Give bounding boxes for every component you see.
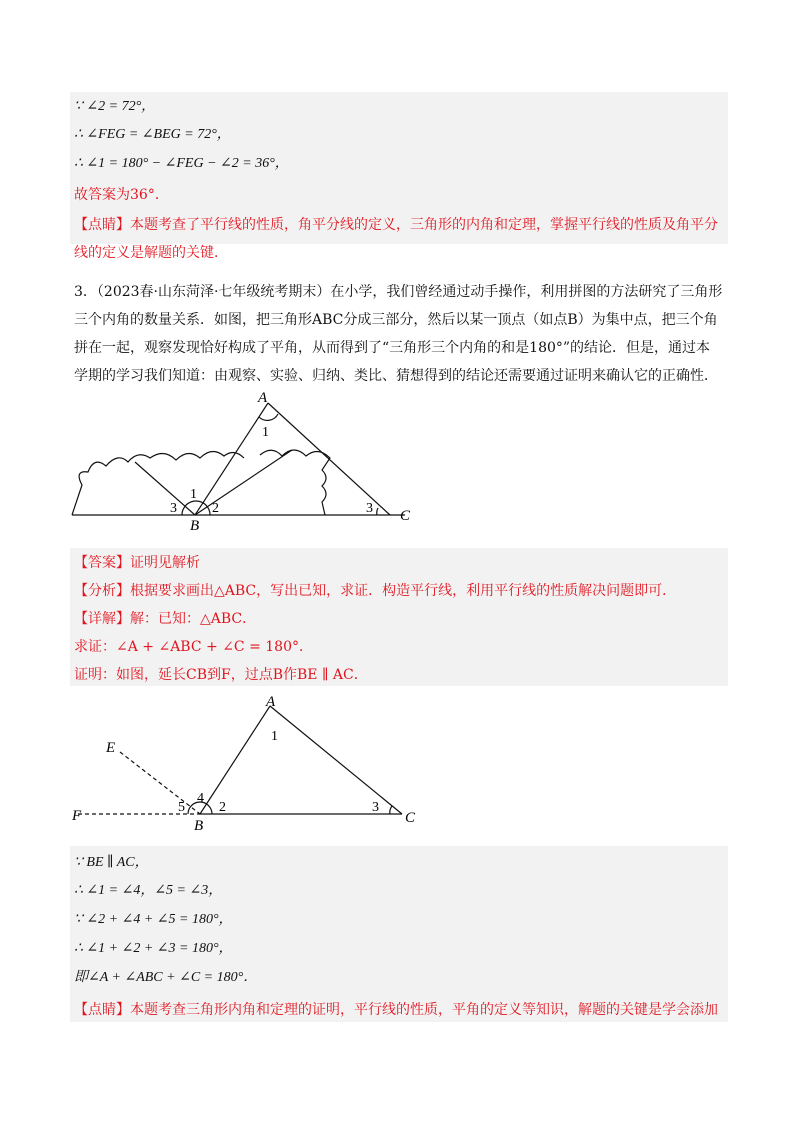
fig2-angle-2: 2 xyxy=(219,800,226,815)
fig2-label-c: C xyxy=(405,810,416,826)
fig2-angle-1: 1 xyxy=(271,729,278,744)
proof-comment: 【点睛】本题考查三角形内角和定理的证明，平行线的性质，平角的定义等知识，解题的关键是学会添加 xyxy=(74,1002,718,1018)
fig1-angle-2: 2 xyxy=(212,501,219,516)
fig1-angle-3-left: 3 xyxy=(170,501,177,516)
torn-edge-right xyxy=(260,450,330,515)
fig1-angle-1-b: 1 xyxy=(190,487,197,502)
fig1-label-b: B xyxy=(190,518,200,534)
fig2-angle-4: 4 xyxy=(197,791,204,806)
problem-line-2: 三个内角的数量关系．如图，把三角形ABC分成三部分，然后以某一顶点（如点B）为集中点，把三个角 xyxy=(74,312,718,328)
solution-prove: 求证：∠A + ∠ABC + ∠C = 180°． xyxy=(74,639,313,655)
cut-left xyxy=(135,462,195,515)
solution-detail: 【详解】解：已知：△ABC． xyxy=(74,611,257,627)
fig2-label-b: B xyxy=(194,818,204,832)
angle-arc-c xyxy=(377,508,378,515)
side-ac xyxy=(270,706,402,814)
cut-right xyxy=(195,450,292,515)
fig2-label-f: F xyxy=(72,808,82,824)
comment-line-1: 【点睛】本题考查了平行线的性质，角平分线的定义，三角形的内角和定理，掌握平行线的性质及角平分 xyxy=(74,217,718,233)
problem-line-4: 学期的学习我们知道：由观察、实验、归纳、类比、猜想得到的结论还需要通过证明来确认它的正确性． xyxy=(74,368,718,384)
proof-step-4: ∴ ∠1 + ∠2 + ∠3 = 180°， xyxy=(74,941,233,956)
fig2-label-a: A xyxy=(266,696,276,710)
fig2-angle-5: 5 xyxy=(178,800,185,815)
side-ab xyxy=(200,706,270,814)
fig1-angle-3-right: 3 xyxy=(366,501,373,516)
solution-proof-intro: 证明：如图，延长CB到F，过点B作BE ∥ AC． xyxy=(74,667,368,683)
proof-step-1: ∵ BE ∥ AC， xyxy=(74,855,149,870)
step-because-angle2: ∵ ∠2 = 72°， xyxy=(74,99,156,114)
proof-steps-panel xyxy=(70,846,728,1022)
step-therefore-feg: ∴ ∠FEG = ∠BEG = 72°， xyxy=(74,127,231,142)
fig2-angle-3: 3 xyxy=(372,800,379,815)
proof-step-2: ∴ ∠1 = ∠4，∠5 = ∠3， xyxy=(74,883,223,898)
step-therefore-angle1: ∴ ∠1 = 180° − ∠FEG − ∠2 = 36°， xyxy=(74,156,289,171)
problem-line-3: 拼在一起，观察发现恰好构成了平角，从而得到了“三角形三个内角的和是180°”的结论．但是，通过本 xyxy=(74,340,711,356)
answer-line: 故答案为36°． xyxy=(74,187,169,203)
proof-step-5: 即∠A + ∠ABC + ∠C = 180°． xyxy=(74,970,258,985)
figure-torn-triangle xyxy=(60,390,430,535)
fig1-label-c: C xyxy=(400,508,411,524)
fig1-angle-1: 1 xyxy=(262,425,269,440)
proof-step-3: ∵ ∠2 + ∠4 + ∠5 = 180°， xyxy=(74,912,233,927)
solution-answer: 【答案】证明见解析 xyxy=(74,555,200,571)
angle-arc-a xyxy=(259,414,278,420)
solution-analysis: 【分析】根据要求画出△ABC，写出已知，求证．构造平行线，利用平行线的性质解决问题即可． xyxy=(74,583,677,599)
side-ab xyxy=(195,403,268,515)
problem-line-1: 3．（2023春·山东菏泽·七年级统考期末）在小学，我们曾经通过动手操作，利用拼图的方法研究了三角形 xyxy=(74,284,723,300)
comment-line-2: 线的定义是解题的关键． xyxy=(74,245,228,261)
fig2-label-e: E xyxy=(106,740,116,756)
figure-proof-triangle xyxy=(70,696,416,832)
fig1-label-a: A xyxy=(258,390,268,406)
parallel-be xyxy=(120,752,200,814)
arc-c xyxy=(390,806,392,814)
